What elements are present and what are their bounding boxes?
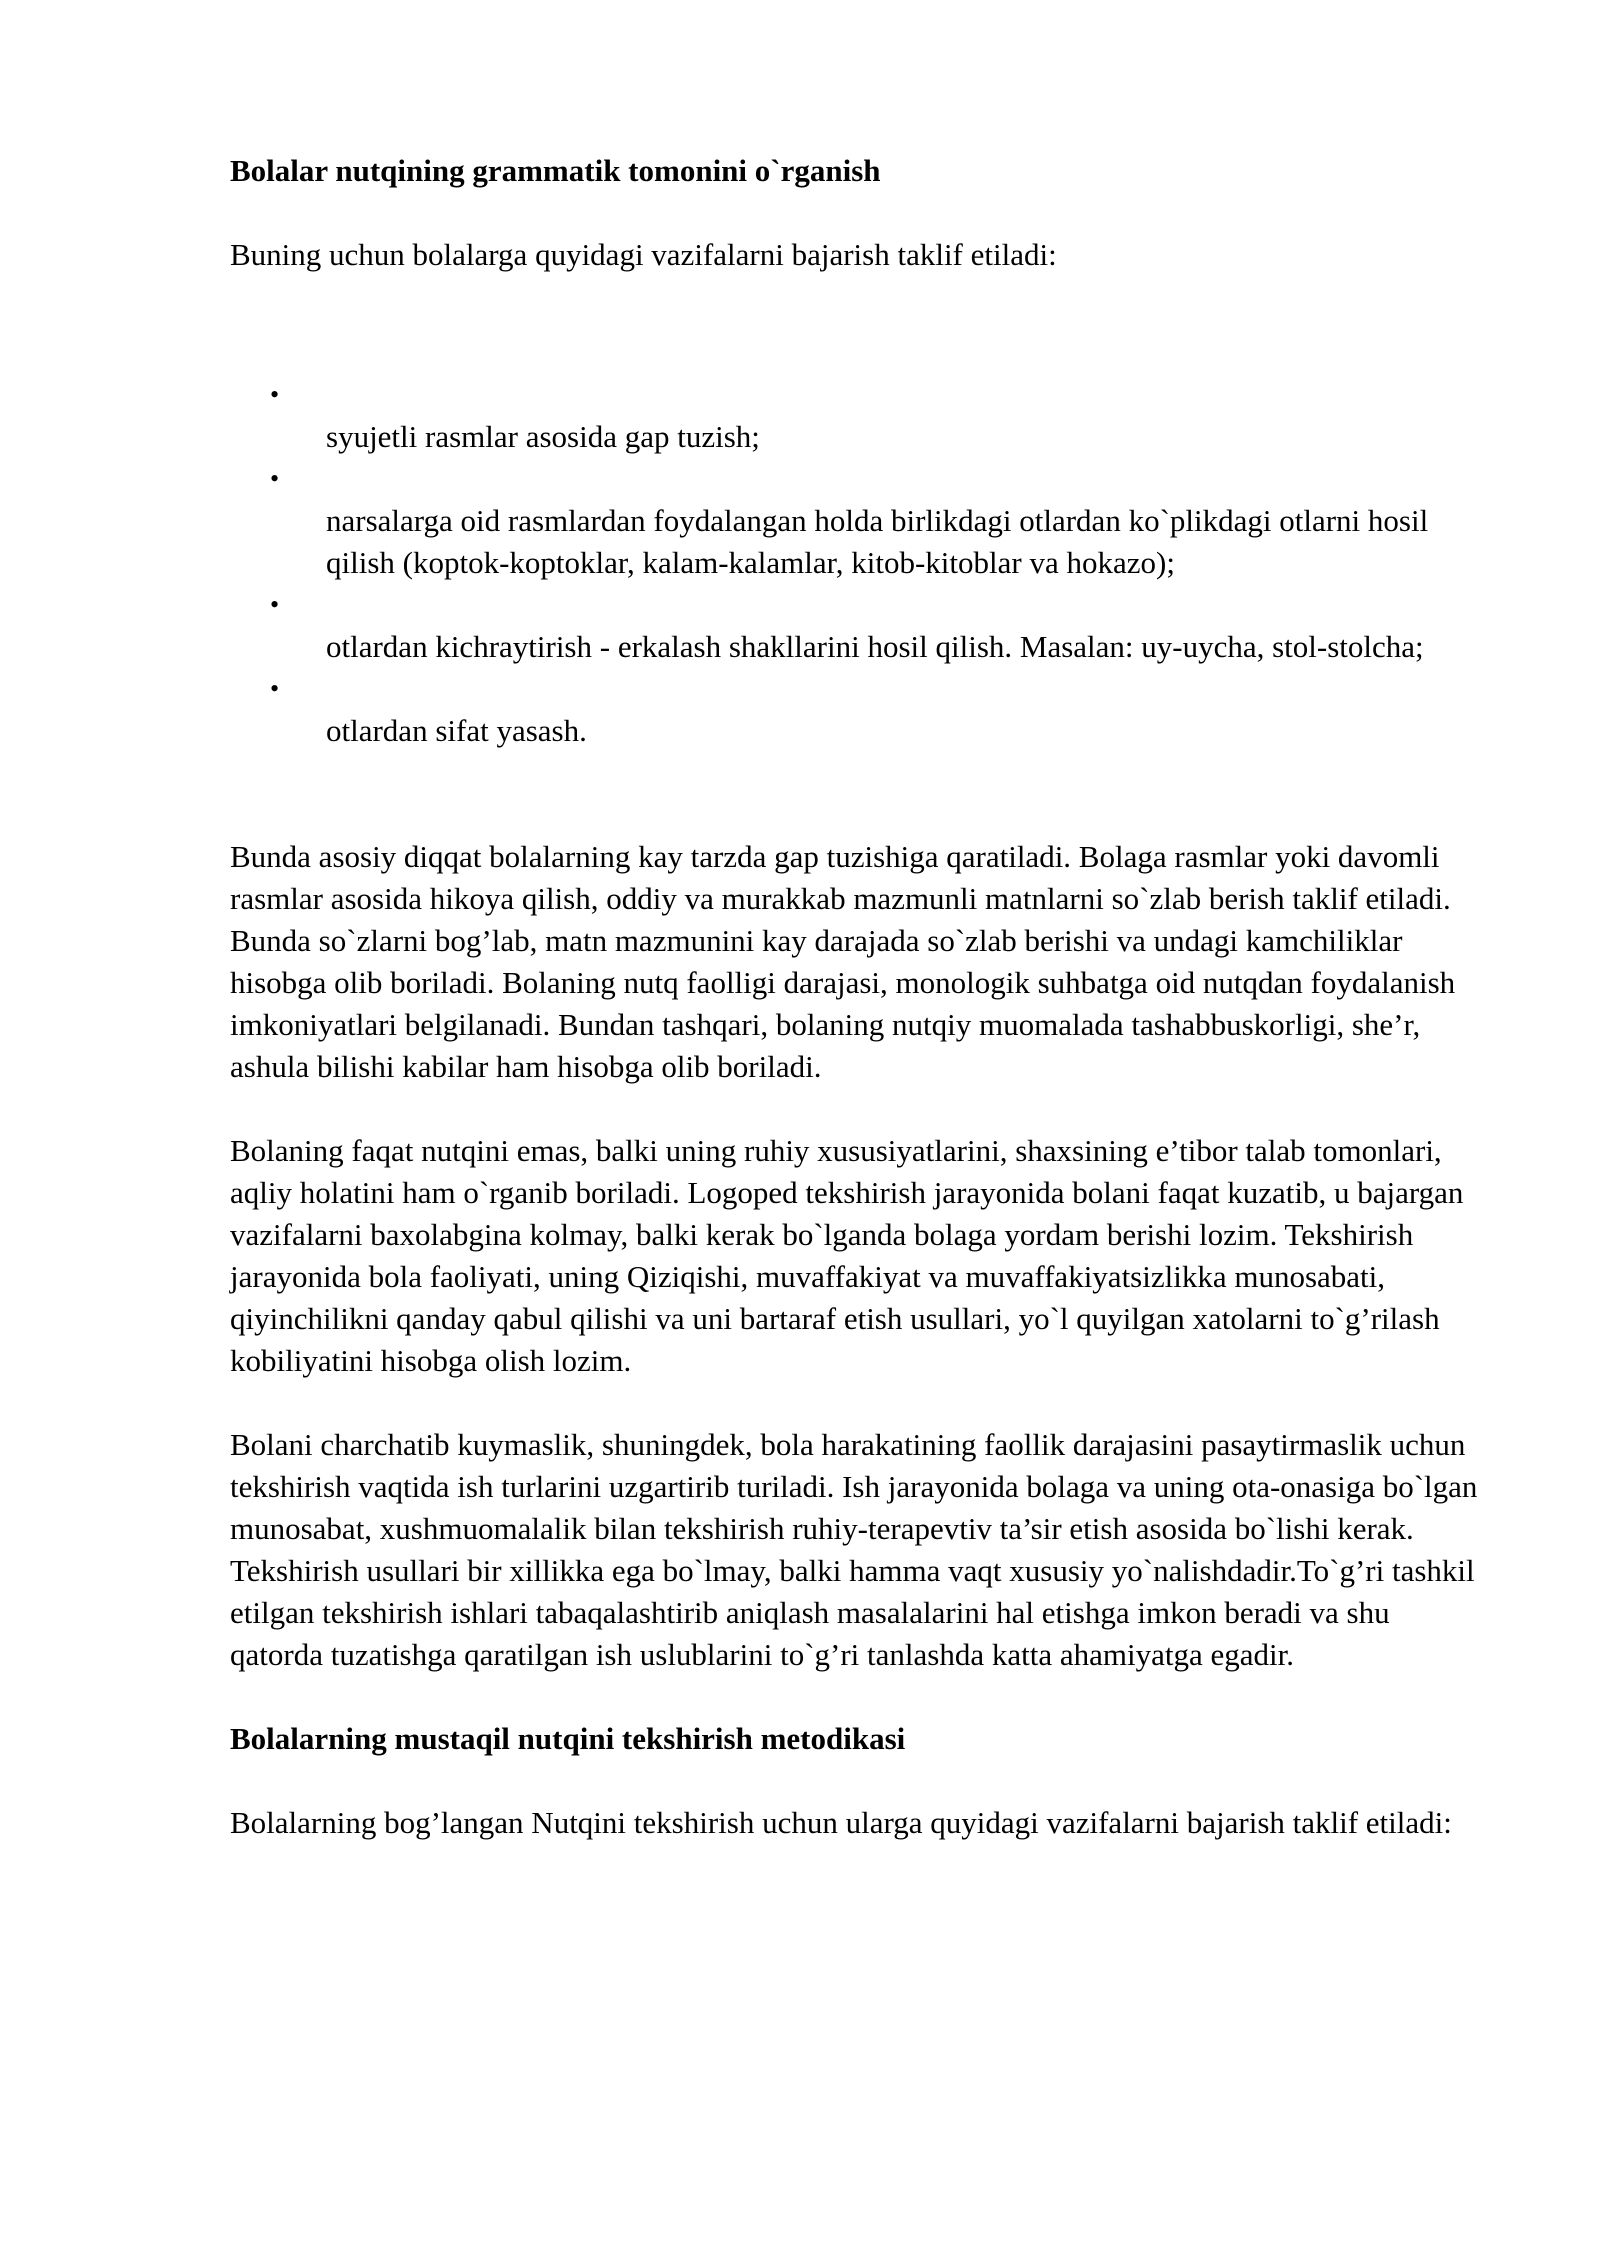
list-item — [230, 668, 1476, 752]
body-paragraph: Bunda asosiy diqqat bolalarning kay tarzda gap tuzishiga qaratiladi. Bolaga rasmlar yoki davomli rasmlar asosida hikoya qilish, oddiy va murakkab mazmunli matnlarni so`zlab berish taklif etiladi. Bunda so`zlarni bog’lab, matn mazmunini kay darajada so`zlab berishi va undagi kamchiliklar hisobga olib boriladi. Bolaning nutq faolligi darajasi, monologik suhbatga oid nutqdan foydalanish imkoniyatlari belgilanadi. Bundan tashqari, bolaning nutqiy muomalada tashabbuskorligi, she’r, ashula bilishi kabilar ham hisobga olib boriladi. — [230, 839, 1456, 1084]
body-paragraph: Bolaning faqat nutqini emas, balki uning ruhiy xususiyatlarini, shaxsining e’tibor talab tomonlari, aqliy holatini ham o`rganib boriladi. Logoped tekshirish jarayonida bolani faqat kuzatib, u bajargan vazifalarni baxolabgina kolmay, balki kerak bo`lganda bolaga yordam berishi lozim. Tekshirish jarayonida bola faoliyati, uning Qiziqishi, muvaffakiyat va muvaffakiyatsizlikka munosabati, qiyinchilikni qanday qabul qilishi va uni bartaraf etish usullari, yo`l quyilgan xatolarni to`g’rilash kobiliyatini hisobga olish lozim. — [230, 1133, 1464, 1378]
bullet-icon: • — [270, 674, 280, 703]
list-item — [230, 584, 1476, 668]
section-heading-methodology: Bolalarning mustaqil nutqini tekshirish metodikasi — [230, 1721, 906, 1756]
section-heading-grammar: Bolalar nutqining grammatik tomonini o`rganish — [230, 153, 881, 188]
list-item-text: syujetli rasmlar asosida gap tuzish; — [326, 419, 760, 454]
task-list — [230, 374, 1490, 752]
intro-paragraph: Buning uchun bolalarga quyidagi vazifalarni bajarish taklif etiladi: — [230, 237, 1057, 272]
list-item — [230, 374, 1476, 458]
list-item — [230, 458, 1476, 584]
list-item-text: narsalarga oid rasmlardan foydalangan holda birlikdagi otlardan ko`plikdagi otlarni hosil qilish (koptok-koptoklar, kalam-kalamlar, kitob-kitoblar va hokazo); — [326, 503, 1429, 580]
list-item-text: otlardan sifat yasash. — [326, 713, 587, 748]
document-page — [230, 150, 1490, 1844]
bullet-icon: • — [270, 380, 280, 409]
list-item-text: otlardan kichraytirish - erkalash shakllarini hosil qilish. Masalan: uy-uycha, stol-stolcha; — [326, 629, 1424, 664]
bullet-icon: • — [270, 590, 280, 619]
body-paragraph: Bolalarning bog’langan Nutqini tekshirish uchun ularga quyidagi vazifalarni bajarish taklif etiladi: — [230, 1805, 1452, 1840]
bullet-icon: • — [270, 464, 280, 493]
body-paragraph: Bolani charchatib kuymaslik, shuningdek, bola harakatining faollik darajasini pasaytirmaslik uchun tekshirish vaqtida ish turlarini uzgartirib turiladi. Ish jarayonida bolaga va uning ota-onasiga bo`lgan munosabat, xushmuomalalik bilan tekshirish ruhiy-terapevtiv ta’sir etish asosida bo`lishi kerak. Tekshirish usullari bir xillikka ega bo`lmay, balki hamma vaqt xususiy yo`nalishdadir.To`g’ri tashkil etilgan tekshirish ishlari tabaqalashtirib aniqlash masalalarini hal etishga imkon beradi va shu qatorda tuzatishga qaratilgan ish uslublarini to`g’ri tanlashda katta ahamiyatga egadir. — [230, 1427, 1478, 1672]
